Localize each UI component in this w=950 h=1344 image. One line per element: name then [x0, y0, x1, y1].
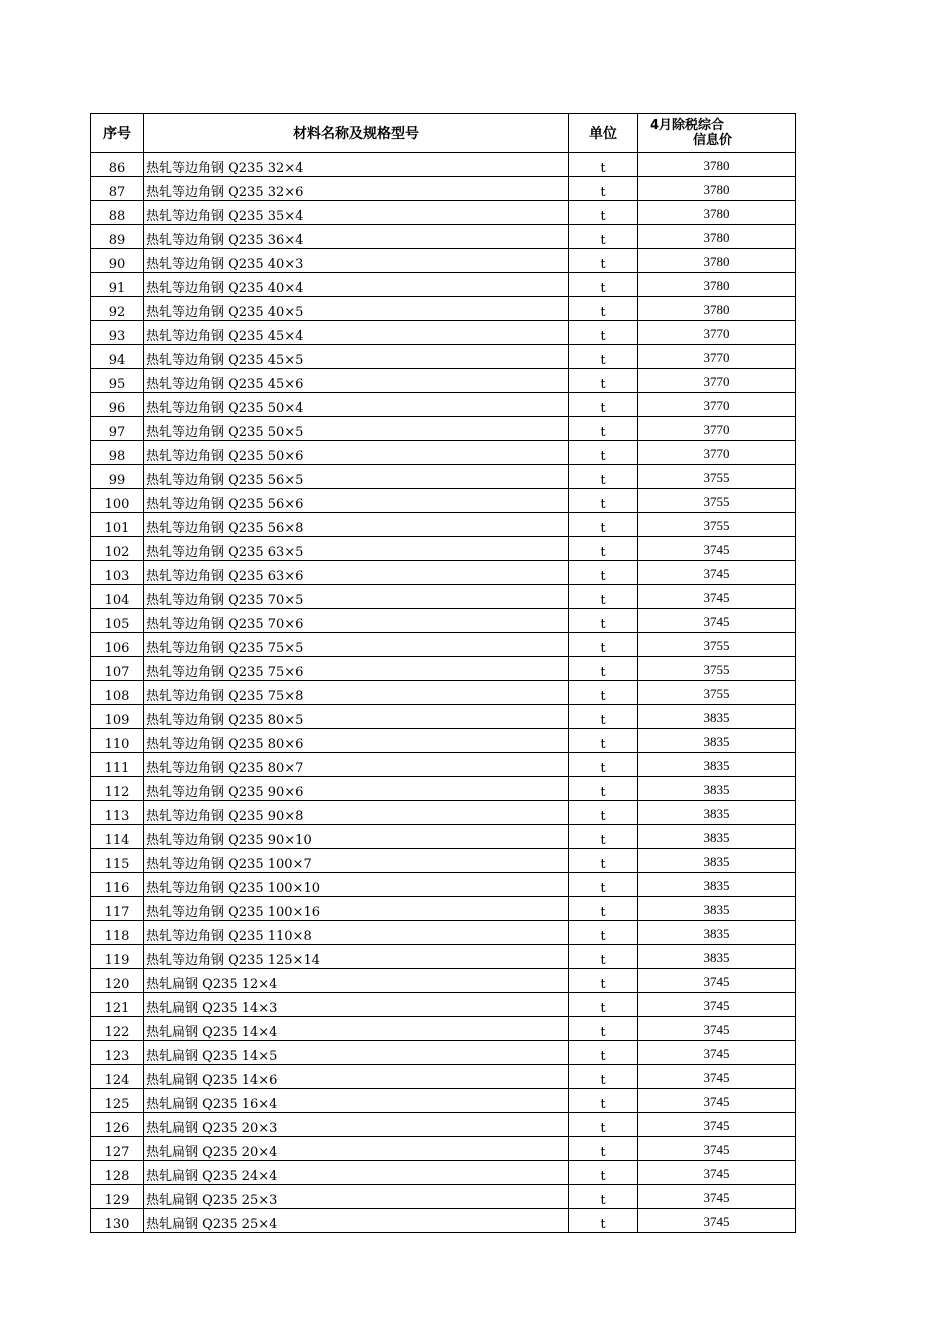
table-row — [91, 513, 796, 537]
header-name: 材料名称及规格型号 — [144, 114, 569, 153]
table-row — [91, 633, 796, 657]
row-unit: t — [569, 657, 638, 681]
row-unit: t — [569, 1065, 638, 1089]
table-row — [91, 273, 796, 297]
row-price: 3745 — [638, 561, 796, 585]
row-seq: 117 — [91, 897, 144, 921]
table-row — [91, 801, 796, 825]
row-price: 3835 — [638, 729, 796, 753]
row-price: 3835 — [638, 873, 796, 897]
row-price: 3745 — [638, 1185, 796, 1209]
table-row — [91, 1137, 796, 1161]
row-unit: t — [569, 273, 638, 297]
row-material-name: 热轧等边角钢 Q235 110×8 — [144, 921, 569, 945]
row-seq: 107 — [91, 657, 144, 681]
table-row — [91, 177, 796, 201]
table-row — [91, 1017, 796, 1041]
row-material-name: 热轧扁钢 Q235 12×4 — [144, 969, 569, 993]
row-unit: t — [569, 897, 638, 921]
row-seq: 121 — [91, 993, 144, 1017]
row-material-name: 热轧等边角钢 Q235 125×14 — [144, 945, 569, 969]
row-unit: t — [569, 465, 638, 489]
row-unit: t — [569, 753, 638, 777]
row-seq: 94 — [91, 345, 144, 369]
row-price: 3745 — [638, 1113, 796, 1137]
row-price: 3835 — [638, 945, 796, 969]
row-seq: 119 — [91, 945, 144, 969]
row-unit: t — [569, 297, 638, 321]
row-material-name: 热轧等边角钢 Q235 36×4 — [144, 225, 569, 249]
row-material-name: 热轧等边角钢 Q235 100×7 — [144, 849, 569, 873]
row-price: 3770 — [638, 441, 796, 465]
table-row — [91, 1065, 796, 1089]
row-material-name: 热轧扁钢 Q235 20×4 — [144, 1137, 569, 1161]
row-material-name: 热轧等边角钢 Q235 80×5 — [144, 705, 569, 729]
row-price: 3780 — [638, 153, 796, 177]
row-material-name: 热轧等边角钢 Q235 50×5 — [144, 417, 569, 441]
row-seq: 115 — [91, 849, 144, 873]
row-price: 3770 — [638, 369, 796, 393]
row-price: 3745 — [638, 1017, 796, 1041]
table-row — [91, 369, 796, 393]
table-row — [91, 489, 796, 513]
row-seq: 89 — [91, 225, 144, 249]
row-material-name: 热轧扁钢 Q235 16×4 — [144, 1089, 569, 1113]
row-seq: 130 — [91, 1209, 144, 1233]
row-material-name: 热轧扁钢 Q235 14×4 — [144, 1017, 569, 1041]
row-price: 3835 — [638, 825, 796, 849]
row-price: 3770 — [638, 417, 796, 441]
table-row — [91, 1161, 796, 1185]
row-unit: t — [569, 225, 638, 249]
row-material-name: 热轧扁钢 Q235 14×5 — [144, 1041, 569, 1065]
row-price: 3835 — [638, 801, 796, 825]
row-material-name: 热轧扁钢 Q235 14×3 — [144, 993, 569, 1017]
table-row — [91, 969, 796, 993]
row-unit: t — [569, 873, 638, 897]
table-row — [91, 153, 796, 177]
row-material-name: 热轧等边角钢 Q235 50×4 — [144, 393, 569, 417]
row-price: 3755 — [638, 513, 796, 537]
row-material-name: 热轧等边角钢 Q235 70×5 — [144, 585, 569, 609]
row-material-name: 热轧扁钢 Q235 14×6 — [144, 1065, 569, 1089]
row-material-name: 热轧等边角钢 Q235 32×4 — [144, 153, 569, 177]
row-seq: 109 — [91, 705, 144, 729]
row-price: 3780 — [638, 177, 796, 201]
row-unit: t — [569, 177, 638, 201]
table-row — [91, 537, 796, 561]
row-seq: 100 — [91, 489, 144, 513]
table-row — [91, 585, 796, 609]
row-unit: t — [569, 369, 638, 393]
row-material-name: 热轧等边角钢 Q235 75×8 — [144, 681, 569, 705]
row-unit: t — [569, 489, 638, 513]
row-unit: t — [569, 1041, 638, 1065]
table-row — [91, 657, 796, 681]
row-material-name: 热轧等边角钢 Q235 75×6 — [144, 657, 569, 681]
row-unit: t — [569, 1137, 638, 1161]
row-seq: 114 — [91, 825, 144, 849]
row-material-name: 热轧等边角钢 Q235 50×6 — [144, 441, 569, 465]
row-seq: 91 — [91, 273, 144, 297]
row-material-name: 热轧等边角钢 Q235 56×6 — [144, 489, 569, 513]
row-material-name: 热轧等边角钢 Q235 100×10 — [144, 873, 569, 897]
row-unit: t — [569, 1209, 638, 1233]
row-seq: 113 — [91, 801, 144, 825]
row-material-name: 热轧扁钢 Q235 25×4 — [144, 1209, 569, 1233]
row-seq: 97 — [91, 417, 144, 441]
row-price: 3770 — [638, 345, 796, 369]
row-seq: 103 — [91, 561, 144, 585]
row-price: 3780 — [638, 297, 796, 321]
row-price: 3745 — [638, 1161, 796, 1185]
table-row — [91, 777, 796, 801]
row-unit: t — [569, 441, 638, 465]
row-price: 3745 — [638, 969, 796, 993]
row-price: 3745 — [638, 537, 796, 561]
row-unit: t — [569, 849, 638, 873]
row-unit: t — [569, 945, 638, 969]
table-row — [91, 609, 796, 633]
row-unit: t — [569, 585, 638, 609]
row-unit: t — [569, 249, 638, 273]
row-seq: 95 — [91, 369, 144, 393]
row-unit: t — [569, 801, 638, 825]
price-table — [90, 113, 796, 1233]
row-seq: 98 — [91, 441, 144, 465]
header-row — [91, 114, 796, 153]
table-row — [91, 1185, 796, 1209]
row-unit: t — [569, 609, 638, 633]
table-row — [91, 753, 796, 777]
row-seq: 87 — [91, 177, 144, 201]
row-price: 3755 — [638, 681, 796, 705]
table-row — [91, 1209, 796, 1233]
row-seq: 116 — [91, 873, 144, 897]
row-material-name: 热轧等边角钢 Q235 45×6 — [144, 369, 569, 393]
row-material-name: 热轧等边角钢 Q235 45×4 — [144, 321, 569, 345]
row-material-name: 热轧等边角钢 Q235 56×5 — [144, 465, 569, 489]
row-seq: 99 — [91, 465, 144, 489]
row-price: 3745 — [638, 1137, 796, 1161]
table-row — [91, 561, 796, 585]
row-seq: 92 — [91, 297, 144, 321]
row-seq: 86 — [91, 153, 144, 177]
row-unit: t — [569, 393, 638, 417]
row-material-name: 热轧等边角钢 Q235 40×5 — [144, 297, 569, 321]
table-row — [91, 705, 796, 729]
header-price — [638, 114, 796, 153]
row-seq: 96 — [91, 393, 144, 417]
row-price: 3745 — [638, 1089, 796, 1113]
row-material-name: 热轧等边角钢 Q235 80×6 — [144, 729, 569, 753]
table-body — [91, 153, 796, 1233]
row-material-name: 热轧等边角钢 Q235 32×6 — [144, 177, 569, 201]
table-row — [91, 897, 796, 921]
row-material-name: 热轧等边角钢 Q235 90×6 — [144, 777, 569, 801]
row-unit: t — [569, 825, 638, 849]
row-material-name: 热轧等边角钢 Q235 90×10 — [144, 825, 569, 849]
row-price: 3770 — [638, 393, 796, 417]
table-row — [91, 681, 796, 705]
row-price: 3745 — [638, 1041, 796, 1065]
row-seq: 101 — [91, 513, 144, 537]
row-price: 3835 — [638, 753, 796, 777]
header-price-line2: 信息价 — [693, 133, 733, 148]
row-unit: t — [569, 705, 638, 729]
table-row — [91, 849, 796, 873]
row-unit: t — [569, 921, 638, 945]
row-seq: 111 — [91, 753, 144, 777]
table-row — [91, 393, 796, 417]
row-price: 3835 — [638, 777, 796, 801]
row-unit: t — [569, 1161, 638, 1185]
table-row — [91, 321, 796, 345]
table-row — [91, 297, 796, 321]
row-price: 3780 — [638, 249, 796, 273]
row-material-name: 热轧扁钢 Q235 24×4 — [144, 1161, 569, 1185]
row-unit: t — [569, 681, 638, 705]
row-unit: t — [569, 201, 638, 225]
row-price: 3755 — [638, 465, 796, 489]
row-material-name: 热轧等边角钢 Q235 70×6 — [144, 609, 569, 633]
header-unit: 单位 — [569, 114, 638, 153]
row-unit: t — [569, 1017, 638, 1041]
table-row — [91, 1041, 796, 1065]
row-material-name: 热轧等边角钢 Q235 90×8 — [144, 801, 569, 825]
row-price: 3780 — [638, 201, 796, 225]
row-material-name: 热轧等边角钢 Q235 35×4 — [144, 201, 569, 225]
row-price: 3755 — [638, 657, 796, 681]
row-seq: 127 — [91, 1137, 144, 1161]
table-row — [91, 993, 796, 1017]
row-seq: 110 — [91, 729, 144, 753]
table-row — [91, 873, 796, 897]
row-unit: t — [569, 561, 638, 585]
row-seq: 118 — [91, 921, 144, 945]
row-unit: t — [569, 153, 638, 177]
row-unit: t — [569, 345, 638, 369]
row-price: 3835 — [638, 705, 796, 729]
table-row — [91, 417, 796, 441]
row-price: 3745 — [638, 1209, 796, 1233]
row-material-name: 热轧等边角钢 Q235 45×5 — [144, 345, 569, 369]
row-price: 3770 — [638, 321, 796, 345]
row-material-name: 热轧扁钢 Q235 20×3 — [144, 1113, 569, 1137]
row-material-name: 热轧等边角钢 Q235 63×5 — [144, 537, 569, 561]
row-material-name: 热轧等边角钢 Q235 63×6 — [144, 561, 569, 585]
row-unit: t — [569, 1185, 638, 1209]
table-row — [91, 921, 796, 945]
row-material-name: 热轧等边角钢 Q235 75×5 — [144, 633, 569, 657]
row-unit: t — [569, 993, 638, 1017]
row-price: 3835 — [638, 849, 796, 873]
row-price: 3835 — [638, 921, 796, 945]
row-unit: t — [569, 537, 638, 561]
row-price: 3780 — [638, 273, 796, 297]
row-seq: 112 — [91, 777, 144, 801]
row-material-name: 热轧等边角钢 Q235 100×16 — [144, 897, 569, 921]
row-price: 3745 — [638, 1065, 796, 1089]
row-seq: 93 — [91, 321, 144, 345]
row-material-name: 热轧扁钢 Q235 25×3 — [144, 1185, 569, 1209]
row-material-name: 热轧等边角钢 Q235 40×3 — [144, 249, 569, 273]
table-row — [91, 225, 796, 249]
table-row — [91, 201, 796, 225]
table-row — [91, 945, 796, 969]
row-seq: 129 — [91, 1185, 144, 1209]
table-row — [91, 345, 796, 369]
row-price: 3835 — [638, 897, 796, 921]
row-unit: t — [569, 321, 638, 345]
row-seq: 108 — [91, 681, 144, 705]
table-row — [91, 729, 796, 753]
table-header — [91, 114, 796, 153]
row-seq: 123 — [91, 1041, 144, 1065]
row-unit: t — [569, 777, 638, 801]
header-seq: 序号 — [91, 114, 144, 153]
row-unit: t — [569, 513, 638, 537]
row-seq: 88 — [91, 201, 144, 225]
row-seq: 106 — [91, 633, 144, 657]
row-price: 3745 — [638, 993, 796, 1017]
row-price: 3745 — [638, 609, 796, 633]
row-unit: t — [569, 1089, 638, 1113]
row-unit: t — [569, 633, 638, 657]
row-seq: 105 — [91, 609, 144, 633]
row-seq: 128 — [91, 1161, 144, 1185]
table-row — [91, 1089, 796, 1113]
table-row — [91, 1113, 796, 1137]
row-unit: t — [569, 417, 638, 441]
row-seq: 120 — [91, 969, 144, 993]
header-price-line1: 4月除税综合 — [650, 118, 725, 133]
row-unit: t — [569, 1113, 638, 1137]
table-row — [91, 441, 796, 465]
row-price: 3780 — [638, 225, 796, 249]
row-seq: 90 — [91, 249, 144, 273]
row-material-name: 热轧等边角钢 Q235 56×8 — [144, 513, 569, 537]
row-price: 3745 — [638, 585, 796, 609]
row-seq: 104 — [91, 585, 144, 609]
table-row — [91, 465, 796, 489]
row-price: 3755 — [638, 633, 796, 657]
row-unit: t — [569, 729, 638, 753]
row-unit: t — [569, 969, 638, 993]
row-seq: 125 — [91, 1089, 144, 1113]
row-price: 3755 — [638, 489, 796, 513]
row-seq: 122 — [91, 1017, 144, 1041]
row-seq: 102 — [91, 537, 144, 561]
table-row — [91, 825, 796, 849]
row-seq: 124 — [91, 1065, 144, 1089]
table-row — [91, 249, 796, 273]
row-material-name: 热轧等边角钢 Q235 80×7 — [144, 753, 569, 777]
row-material-name: 热轧等边角钢 Q235 40×4 — [144, 273, 569, 297]
row-seq: 126 — [91, 1113, 144, 1137]
